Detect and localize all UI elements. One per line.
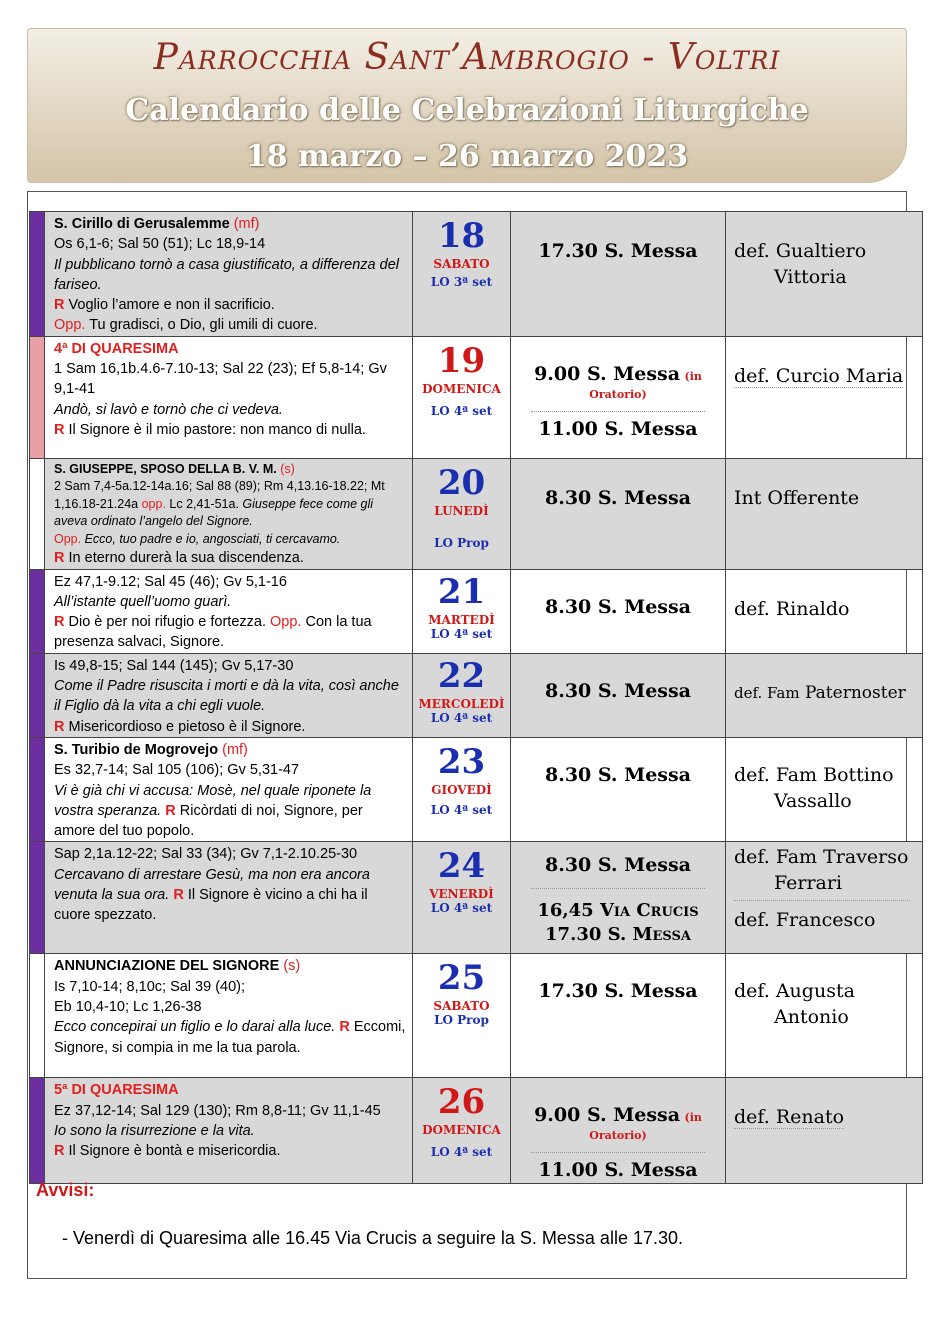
intention: def. Rinaldo [734,597,850,620]
liturgy-cell [45,653,413,737]
readings: 2 Sam 7,4-5a.12-14a.16; Sal 88 (89); Rm 4,13.16-18.22; Mt 1,16.18-21.24a [54,479,385,511]
liturgy-office: LO Prop [434,535,489,550]
intention: def. Augusta [734,980,855,1003]
date-range: 18 marzo – 26 marzo 2023 [245,139,689,174]
feast-name: S. Turibio de Mogrovejo [54,741,219,758]
day-cell [413,842,511,954]
response-text: Ricòrdati di noi, Signore, per amore del tuo popolo. [54,802,363,840]
table-row [30,212,923,337]
intention-cont: Ferrari [774,872,843,895]
weekday: GIOVEDÌ [431,782,492,797]
readings-alt: Lc 2,41-51a. [169,496,239,511]
feast-name: ANNUNCIAZIONE DEL SIGNORE [54,958,280,975]
liturgical-color-bar [30,842,45,954]
day-number: 23 [437,741,486,782]
response-label: R [54,718,65,735]
table-row [30,458,923,569]
calendar-table [29,211,923,1184]
table-row [30,336,923,458]
mass-cell [511,842,726,954]
response-label: R [165,802,176,819]
readings: Ez 47,1-9.12; Sal 45 (46); Gv 5,1-16 [54,573,287,590]
readings: Sap 2,1a.12-22; Sal 33 (34); Gv 7,1-2.10.25-30 [54,846,358,863]
intention: Paternoster [805,682,906,703]
response-label: R [339,1019,350,1036]
mass-time: 8.30 S. Messa [545,854,691,877]
intention-cell [726,954,923,1078]
response-text: Il Signore è bontà e misericordia. [68,1143,281,1160]
liturgical-color-bar [30,569,45,653]
mass-note: (in Oratorio) [589,369,702,401]
weekday: MARTEDÌ [428,612,495,627]
antiphon: Giuseppe fece come gli aveva ordinato l’angelo del Signore. [54,496,374,529]
intention: def. Fam Traverso [734,846,909,869]
intention-cell [726,569,923,653]
intention-cell [726,336,923,458]
table-row [30,1078,923,1184]
alt-text: Ecco, tuo padre e io, angosciati, ti cercavamo. [84,531,341,546]
readings: 1 Sam 16,1b.4.6-7.10-13; Sal 22 (23); Ef 5,8-14; Gv 9,1-41 [54,361,387,398]
liturgy-office: LO Prop [434,1013,489,1028]
mass-time: 9.00 S. Messa [534,362,681,385]
weekday: SABATO [433,257,490,271]
liturgy-office: LO 4ª set [430,403,493,418]
response-label: R [54,297,65,314]
liturgy-cell [45,569,413,653]
feast-tag: (s) [280,461,295,476]
day-cell [413,569,511,653]
table-row [30,569,923,653]
notice-item: - Venerdì di Quaresima alle 16.45 Via Crucis a seguire la S. Messa alle 17.30. [62,1228,683,1248]
day-number: 21 [437,571,486,612]
day-number: 26 [437,1082,486,1123]
response-text: Dio è per noi rifugio e fortezza. [68,614,266,631]
calendar-subtitle: Calendario delle Celebrazioni Liturgiche [125,93,809,128]
feast-name: 5ª DI QUARESIMA [54,1082,179,1099]
mass-time: 17.30 S. Messa [545,924,691,946]
feast-name: S. GIUSEPPE, SPOSO DELLA B. V. M. [54,461,277,476]
antiphon: Come il Padre risuscita i morti e dà la vita, così anche il Figlio dà la vita a chi egli vuole. [54,678,399,715]
weekday: MERCOLEDÌ [418,696,505,711]
alt-label: Opp. [54,317,86,334]
mass-cell [511,336,726,458]
liturgical-color-bar [30,1078,45,1184]
mass-cell [511,954,726,1078]
response-text: Il Signore è il mio pastore: non manco di nulla. [68,421,366,438]
antiphon: Andò, si lavò e tornò che ci vedeva. [54,401,283,418]
response-label: R [54,421,65,438]
day-number: 24 [437,846,486,887]
readings: Es 32,7-14; Sal 105 (106); Gv 5,31-47 [54,762,300,779]
table-row [30,737,923,841]
response-text: Voglio l’amore e non il sacrificio. [68,297,275,314]
intention: Int Offerente [734,486,860,509]
readings: Eb 10,4-10; Lc 1,26-38 [54,999,202,1016]
intention-cell [726,653,923,737]
weekday: DOMENICA [422,381,501,396]
mass-time: 11.00 S. Messa [538,417,698,440]
feast-tag: (mf) [233,216,260,232]
liturgical-color-bar [30,212,45,337]
alt-text: Tu gradisci, o Dio, gli umili di cuore. [89,317,318,334]
day-cell [413,954,511,1078]
liturgy-cell [45,737,413,841]
mass-time: 8.30 S. Messa [545,486,691,509]
liturgy-office: LO 3ª set [430,275,493,289]
mass-time: 11.00 S. Messa [538,1159,698,1182]
intention: def. Curcio Maria [734,364,904,387]
feast-tag: (s) [283,958,301,975]
mass-time: 17.30 S. Messa [538,980,698,1003]
liturgical-color-bar [30,954,45,1078]
intention-cell [726,212,923,337]
antiphon: Ecco concepirai un figlio e lo darai alla luce. [54,1019,336,1036]
intention-cont: Vassallo [774,789,852,812]
liturgy-cell [45,336,413,458]
table-row [30,842,923,954]
liturgy-office: LO 4ª set [430,802,493,817]
response-text: Il Signore è vicino a chi ha il cuore spezzato. [54,887,368,924]
intention-cell [726,737,923,841]
mass-cell [511,1078,726,1184]
alt-text: Con la tua presenza salvaci, Signore. [54,614,372,651]
intention: def. Gualtiero [734,240,867,262]
liturgy-office: LO 4ª set [430,710,493,725]
parish-title: Parrocchia Sant’Ambrogio - Voltri [153,37,781,78]
mass-cell [511,458,726,569]
response-text: Eccomi, Signore, si compia in me la tua parola. [54,1019,406,1056]
intention-cell [726,1078,923,1184]
liturgical-color-bar [30,458,45,569]
header-banner [27,28,907,183]
weekday: LUNEDÌ [434,503,489,518]
intention: def. Francesco [734,909,876,932]
table-row [30,653,923,737]
alt-label: Opp. [270,614,302,631]
liturgical-color-bar [30,653,45,737]
liturgy-office: LO 4ª set [430,626,493,641]
weekday: SABATO [433,999,490,1014]
alt-label: Opp. [54,531,82,546]
liturgy-cell [45,954,413,1078]
liturgical-color-bar [30,336,45,458]
intention: def. Fam Bottino [734,763,894,786]
mass-time: 8.30 S. Messa [545,595,691,618]
response-label: R [54,1143,65,1160]
day-cell [413,458,511,569]
day-number: 20 [437,462,486,503]
day-number: 22 [437,655,486,696]
intention-cont: Vittoria [774,266,847,288]
mass-time: 8.30 S. Messa [545,763,691,786]
response-label: R [54,614,65,631]
feast-tag: (mf) [222,741,248,758]
day-number: 19 [437,340,486,381]
mass-time: 16,45 Via Crucis [537,900,699,922]
mass-cell [511,737,726,841]
readings: Is 7,10-14; 8,10c; Sal 39 (40); [54,978,246,995]
mass-cell [511,653,726,737]
antiphon: Cercavano di arrestare Gesù, ma non era ancora venuta la sua ora. [54,866,370,904]
notices-title: Avvisi: [36,1180,95,1200]
weekday: VENERDÌ [429,887,494,902]
intention-cell [726,842,923,954]
weekday: DOMENICA [422,1123,501,1138]
day-cell [413,212,511,337]
mass-time: 9.00 S. Messa [534,1104,681,1127]
intention-cont: Antonio [774,1006,849,1029]
day-number: 18 [437,216,486,256]
day-cell [413,336,511,458]
intention-cell [726,458,923,569]
mass-time: 8.30 S. Messa [545,679,691,702]
liturgy-cell [45,1078,413,1184]
antiphon: All’istante quell’uomo guarì. [54,593,232,610]
day-cell [413,653,511,737]
liturgy-cell [45,842,413,954]
readings: Os 6,1-6; Sal 50 (51); Lc 18,9-14 [54,236,266,253]
day-number: 25 [437,958,486,999]
alt-label: opp. [141,496,166,511]
mass-note: (in Oratorio) [589,1111,702,1143]
day-cell [413,1078,511,1184]
feast-name: 4ª DI QUARESIMA [54,340,179,357]
readings: Is 49,8-15; Sal 144 (145); Gv 5,17-30 [54,657,294,674]
mass-cell [511,212,726,337]
antiphon: Io sono la risurrezione e la vita. [54,1123,255,1140]
liturgical-color-bar [30,737,45,841]
table-row [30,954,923,1078]
feast-name: S. Cirillo di Gerusalemme [54,216,230,232]
liturgy-office: LO 4ª set [430,1145,493,1160]
intention: def. Renato [734,1106,845,1129]
readings: Ez 37,12-14; Sal 129 (130); Rm 8,8-11; Gv 11,1-45 [54,1102,381,1119]
response-label: R [54,550,65,567]
mass-time: 17.30 S. Messa [538,240,698,262]
mass-cell [511,569,726,653]
intention-prefix: def. Fam [734,683,800,702]
response-text: Misericordioso e pietoso è il Signore. [68,718,306,735]
antiphon: Vi è già chi vi accusa: Mosè, nel quale riponete la vostra speranza. [54,782,372,819]
response-label: R [173,887,184,904]
response-text: In eterno durerà la sua discendenza. [68,550,304,567]
antiphon: Il pubblicano tornò a casa giustificato, a differenza del fariseo. [54,256,399,293]
liturgy-cell [45,458,413,569]
liturgy-cell [45,212,413,337]
day-cell [413,737,511,841]
liturgy-office: LO 4ª set [430,901,493,916]
